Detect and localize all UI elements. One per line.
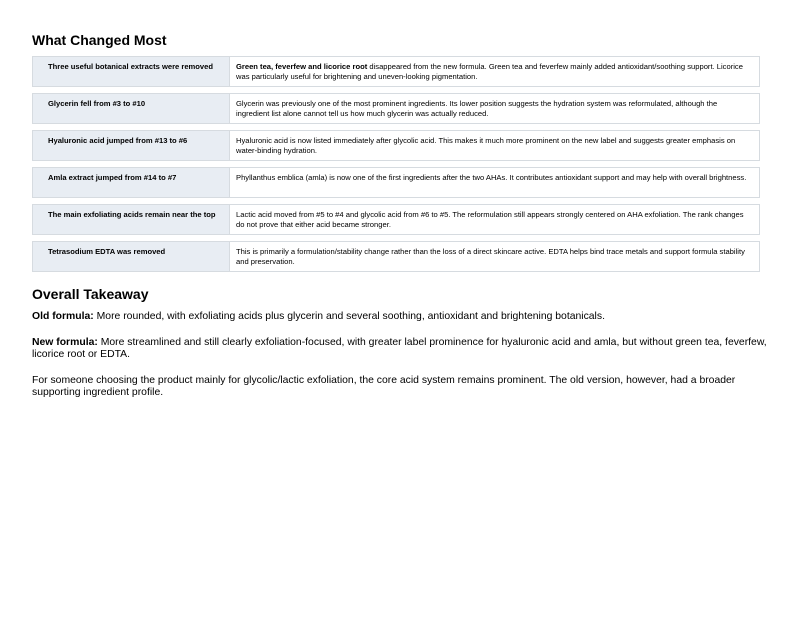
row-label: Glycerin fell from #3 to #10 [33,94,230,123]
closing-paragraph: For someone choosing the product mainly for glycolic/lactic exfoliation, the core acid system remains prominent. The old version, however, had a broader supporting ingredient profile. [32,375,736,398]
row-description: Lactic acid moved from #5 to #4 and glycolic acid from #6 to #5. The reformulation still appears strongly centered on AHA exfoliation. The rank changes do not prove that either acid became stronger. [236,210,744,229]
table-row [32,130,760,161]
changes-table [32,56,768,272]
section-heading-takeaway: Overall Takeaway [32,286,149,302]
old-formula-text: More rounded, with exfoliating acids plus glycerin and several soothing, antioxidant and brightening botanicals. [93,311,605,322]
row-description: Hyaluronic acid is now listed immediately after glycolic acid. This makes it much more prominent on the new label and suggests greater emphasis on water-binding hydration. [236,136,736,155]
section-heading-changes: What Changed Most [32,32,167,48]
new-formula-text: More streamlined and still clearly exfoliation-focused, with greater label prominence for hyaluronic acid and amla, but without green tea, feverfew, licorice root or EDTA. [32,337,767,360]
old-formula-paragraph [32,311,772,323]
row-description-text: disappeared from the new formula. Green tea and feverfew mainly added antioxidant/soothing support. Licorice was particularly useful for brightening and uneven-looking pigmentation. [236,62,743,81]
table-row [32,241,760,272]
row-label: The main exfoliating acids remain near the top [33,205,230,234]
new-formula-paragraph [32,337,772,361]
row-label: Three useful botanical extracts were removed [33,57,230,86]
row-label: Amla extract jumped from #14 to #7 [33,168,230,197]
row-description [230,57,759,86]
row-description: This is primarily a formulation/stability change rather than the loss of a direct skincare active. EDTA helps bind trace metals and support formula stability and preservation. [236,247,745,266]
new-formula-label: New formula: [32,337,98,348]
row-description-bold: Green tea, feverfew and licorice root [236,62,368,71]
table-row [32,204,760,235]
table-row [32,93,760,124]
old-formula-label: Old formula: [32,311,94,322]
table-row [32,167,760,198]
row-description: Phyllanthus emblica (amla) is now one of the first ingredients after the two AHAs. It contributes antioxidant support and may help with overall brightness. [236,173,747,182]
row-description: Glycerin was previously one of the most prominent ingredients. Its lower position suggests the hydration system was reformulated, although the ingredient list alone cannot tell us how much glycerin was actually reduced. [236,99,718,118]
row-label: Hyaluronic acid jumped from #13 to #6 [33,131,230,160]
table-row [32,56,760,87]
row-label: Tetrasodium EDTA was removed [33,242,230,271]
